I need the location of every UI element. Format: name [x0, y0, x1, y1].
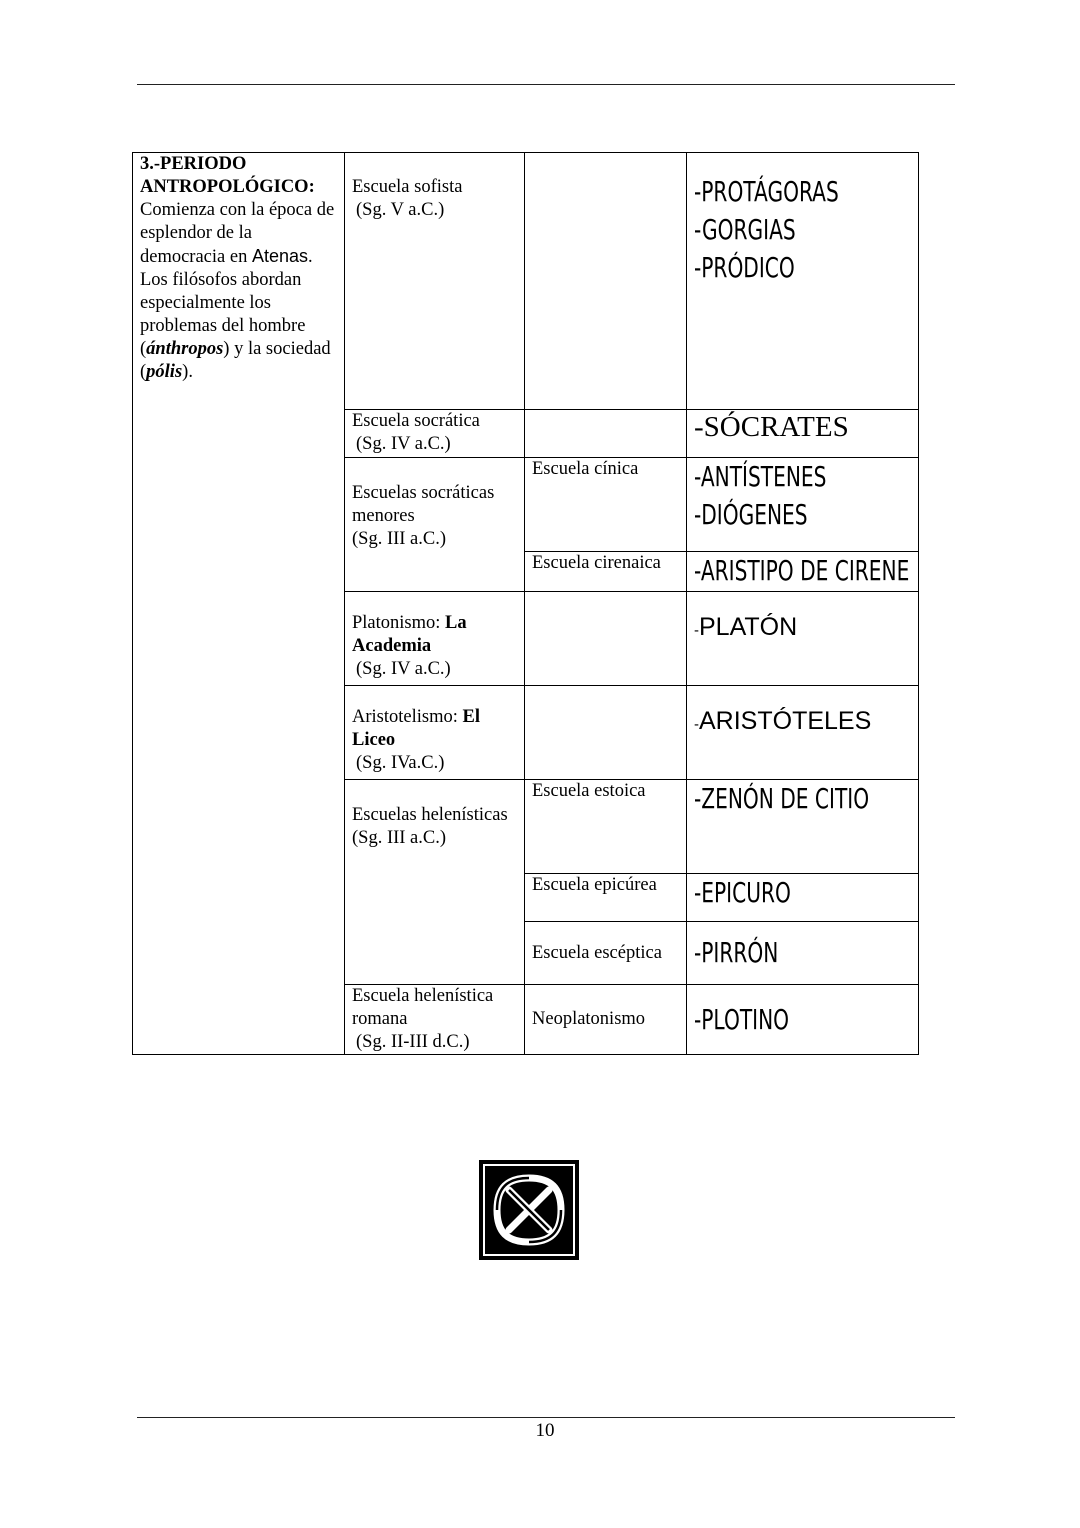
- philosophers-esceptica: [687, 922, 919, 985]
- philosophers-socratica: [687, 410, 919, 458]
- term-polis: pólis: [146, 362, 183, 382]
- philosophers-cirenaica: [687, 552, 919, 592]
- school-romana: Escuela helenística romana (Sg. II-III d.C.): [345, 985, 525, 1055]
- subschool-socratica-empty: [525, 410, 687, 458]
- philosopher-zenon: -ZENÓN DE CITIO: [694, 782, 870, 815]
- header-rule: [137, 84, 955, 85]
- philosopher-epicuro: -EPICURO: [694, 876, 791, 909]
- philosophers-cinica: [687, 458, 919, 552]
- page-number: 10: [535, 1420, 555, 1441]
- subschool-esceptica: Escuela escéptica: [525, 922, 687, 985]
- subschool-neoplatonismo: Neoplatonismo: [525, 985, 687, 1055]
- school-sofista: Escuela sofista (Sg. V a.C.): [345, 153, 525, 410]
- term-anthropos: ánthropos: [146, 339, 224, 359]
- subschool-aristotelismo-empty: [525, 686, 687, 780]
- philosophers-epicurea: [687, 874, 919, 922]
- philosophers-platonismo: [687, 592, 919, 686]
- subschool-epicurea: Escuela epicúrea: [525, 874, 687, 922]
- subschool-cinica: Escuela cínica: [525, 458, 687, 552]
- subschool-sofista-empty: [525, 153, 687, 410]
- school-socratica: Escuela socrática (Sg. IV a.C.): [345, 410, 525, 458]
- philosophers-aristotelismo: [687, 686, 919, 780]
- school-helenisticas: Escuelas helenísticas (Sg. III a.C.): [345, 780, 525, 985]
- philosopher-aristoteles: -ARISTÓTELES: [694, 707, 872, 735]
- philosophers-sofista: [687, 153, 919, 410]
- philosopher-prodico: -PRÓDICO: [694, 251, 795, 284]
- philosophers-estoica: [687, 780, 919, 874]
- subschool-estoica: Escuela estoica: [525, 780, 687, 874]
- philosopher-plotino: -PLOTINO: [694, 1002, 790, 1036]
- period-city: Atenas: [251, 246, 309, 266]
- philosopher-antistenes: -ANTÍSTENES: [694, 460, 827, 493]
- celtic-knot-icon: [479, 1160, 579, 1260]
- philosopher-diogenes: -DIÓGENES: [694, 498, 808, 531]
- philosophers-romana: [687, 985, 919, 1055]
- philosopher-gorgias: -GORGIAS: [694, 213, 796, 246]
- school-platonismo: Platonismo: La Academia (Sg. IV a.C.): [345, 592, 525, 686]
- subschool-platonismo-empty: [525, 592, 687, 686]
- philosopher-socrates: -SÓCRATES: [694, 411, 849, 443]
- philosopher-pirron: -PIRRÓN: [694, 936, 779, 969]
- row-sofista: [133, 153, 919, 410]
- philosopher-platon: -PLATÓN: [694, 613, 798, 641]
- period-desc: Comienza con la época de esplendor de la democracia en Atenas. Los filósofos abordan especialmente los problemas del hombre (ánthropos) y la sociedad (pólis).: [140, 200, 335, 382]
- philosophy-schools-table: [132, 152, 919, 1055]
- footer-rule: [137, 1417, 955, 1418]
- school-menores: Escuelas socráticas menores (Sg. III a.C.): [345, 458, 525, 592]
- school-aristotelismo: Aristotelismo: El Liceo (Sg. IVa.C.): [345, 686, 525, 780]
- period-title: 3.-PERIODO ANTROPOLÓGICO:: [140, 154, 315, 197]
- period-description-cell: [133, 153, 345, 1055]
- philosopher-aristipo: -ARISTIPO DE CIRENE: [694, 554, 910, 587]
- philosopher-protagoras: -PROTÁGORAS: [694, 175, 839, 208]
- subschool-cirenaica: Escuela cirenaica: [525, 552, 687, 592]
